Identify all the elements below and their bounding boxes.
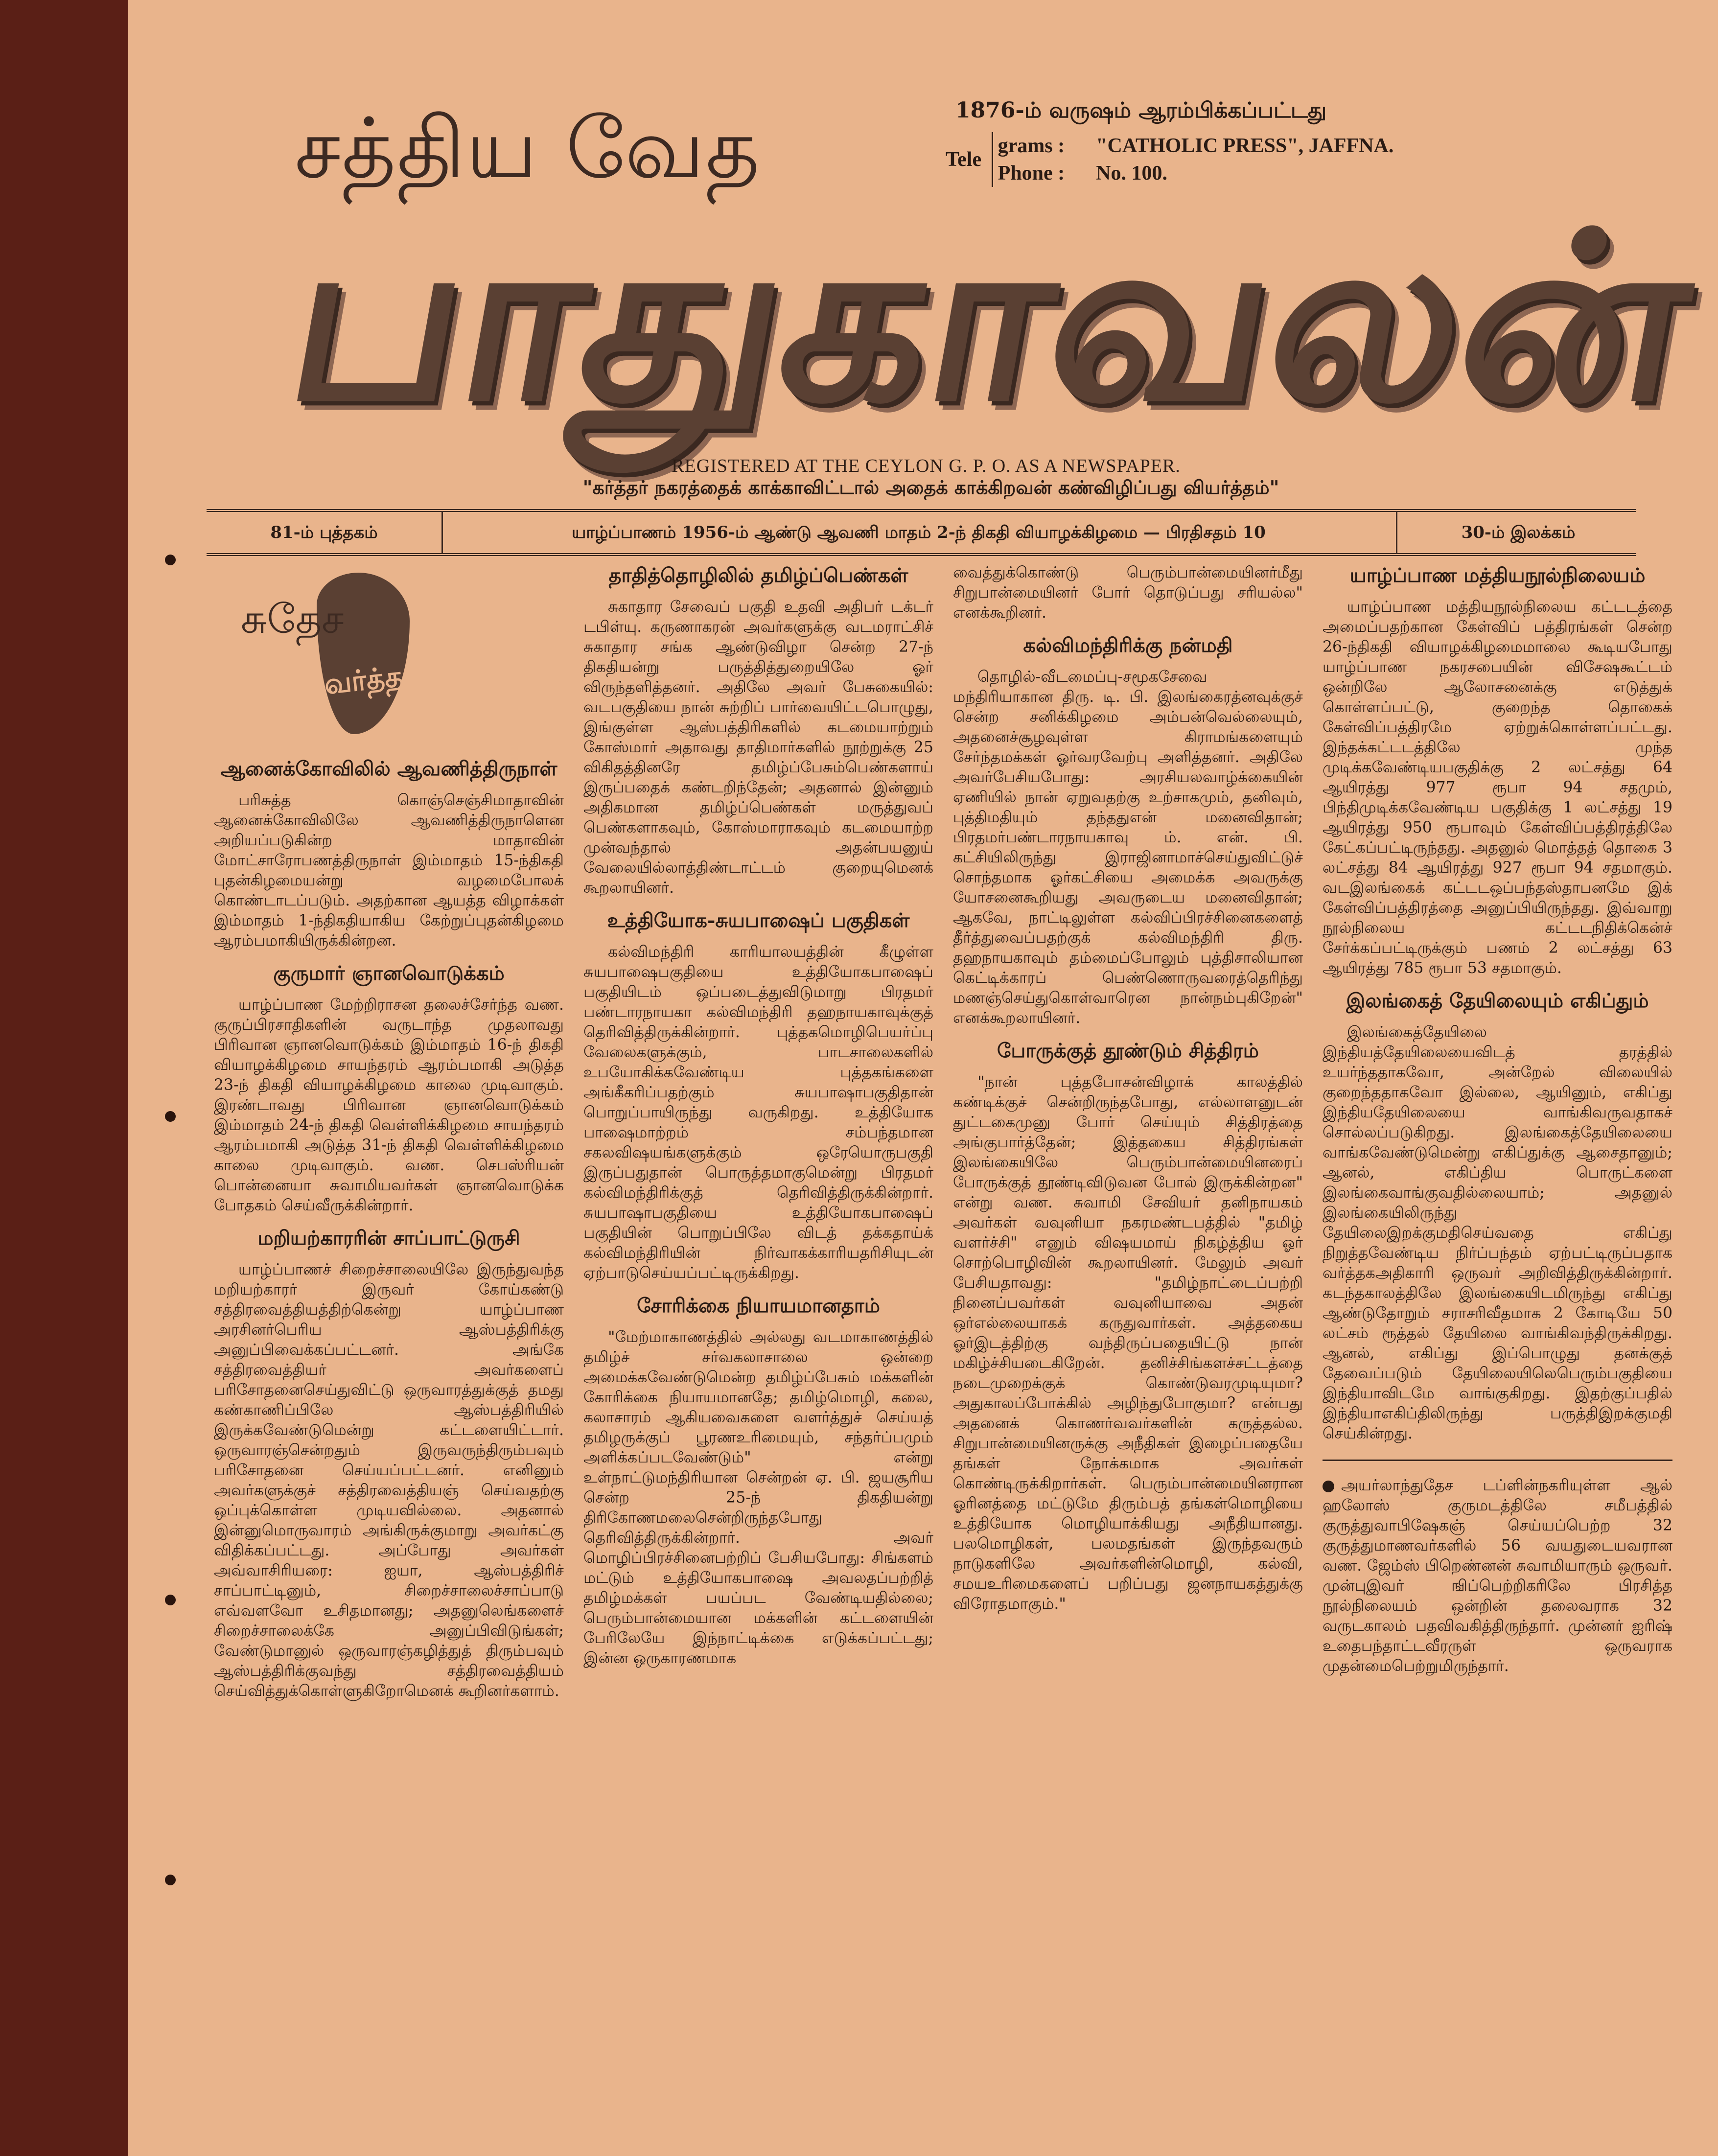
grams-label: grams : [998,135,1065,157]
article-body: இலங்கைத்தேயிலை இந்தியத்தேயிலையைவிடத் தரத்தில் உயர்ந்ததாகவோ, அன்றேல் விலையில் குறைந்ததாகவோ இல்லை, ஆயினும், எகிப்து இந்தியதேயிலையை வாங்கிவருவதாகச் சொல்லப்படுகிறது. இலங்கைத்தேயிலையை வாங்கவேண்டுமென்று எகிப்துக்கு ஆசைதானும்; ஆனல், எகிப்திய பொருட்களை இலங்கைவாங்குவதில்லையாம்; அதனுல் இலங்கையிலிருந்து தேயிலைஇறக்குமதிசெய்வதை எகிப்து நிறுத்தவேண்டிய நிர்ப்பந்தம் ஏற்பட்டிருப்பதாக வர்த்தகஅதிகாரி ஒருவர் அறிவித்திருக்கின்றார். கடந்தகாலத்திலே இலங்கையிடமிருந்து எகிப்து ஆண்டுதோறும் சராசரிவீதமாக 2 கோடியே 50 லட்சம் ரூத்தல் தேயிலை வாங்கிவந்திருக்கிறது. ஆனல், எகிப்து இப்பொழுது தனக்குத் தேவைப்படும் தேயிலையிலெபெரும்பகுதியை இந்தியாவிடமே வாங்குகிறது. இதற்குப்பதில் இந்தியாஎகிப்திலிருந்து பருத்திஇறக்குமதி செய்கின்றது. [1323,1023,1672,1442]
article-heading: மறியற்காரரின் சாப்பாட்டுருசி [257,1227,520,1250]
article-body: யாழ்ப்பாண மேற்றிராசன தலைச்சேர்ந்த வண. குருப்பிரசாதிகளின் வருடாந்த முதலாவது பிரிவான ஞானவொடுக்கம் இம்மாதம் 16-ந் திகதி வியாழக்கிழமை சாயந்தரம் ஆரம்பமாகி அடுத்த 23-ந் திகதி வியாழக்கிழமை காலை முடிவாகும். இரண்டாவது பிரிவான ஞானவொடுக்கம் இம்மாதம் 24-ந் திகதி வெள்ளிக்கிழமை சாயந்தரம் ஆரம்பமாகி அடுத்த 31-ந் திகதி வெள்ளிக்கிழமை காலை முடிவாகும். வண. செபஸ்ரியன் பொன்னையா சுவாமியவர்கள் ஞானவொடுக்க போதகம் செய்வீருக்கின்றார். [214,996,564,1214]
article-body: பரிசுத்த கொஞ்செஞ்சிமாதாவின் ஆனைக்கோவிலிலே ஆவணித்திருநாளென அறியப்படுகின்ற மாதாவின் மோட்சாரோபணத்திருநாள் இம்மாதம் 15-ந்திகதி புதன்கிழமையன்று வழமைபோலக் கொண்டாடப்படும். அதற்கான ஆயத்த விழாக்கள் இம்மாதம் 1-ந்திகதியாகிய கேற்றுப்புதன்கிழமை ஆரம்பமாகியிருக்கின்றன. [214,791,564,950]
registration-note: REGISTERED AT THE CEYLON G. P. O. AS A NEWSPAPER. [672,456,1181,476]
article-body: யாழ்ப்பாண மத்தியநூல்நிலைய கட்டடத்தை அமைப்பதற்கான கேள்விப் பத்திரங்கள் சென்ற 26-ந்திகதி வியாழக்கிழமைமாலை கூடியபோது யாழ்ப்பாண நகரசபையின் விசேஷகூட்டம் ஒன்றிலே ஆலோசனைக்கு எடுத்துக் கொள்ளப்பட்டு, குறைந்த தொகைக் கேள்விப்பத்திரமே ஏற்றுக்கொள்ளப்பட்டது. இந்தக்கட்டடத்திலே முந்த முடிக்கவேண்டியபகுதிக்கு 2 லட்சத்து 64 ஆயிரத்து 977 ரூபா 94 சதமும், பிந்திமுடிக்கவேண்டிய பகுதிக்கு 1 லட்சத்து 19 ஆயிரத்து 950 ரூபாவும் கேள்விப்பத்திரத்திலே கேட்கப்பட்டிருந்தது. அதனுல் மொத்தத் தொகை 3 லட்சத்து 84 ஆயிரத்து 927 ரூபா 94 சதமாகும். வடஇலங்கைக் கட்டடஒப்பந்தஸ்தாபனமே இக் கேள்விப்பத்திரத்தை அனுப்பியிருந்தது. இவ்வாறு நூல்நிலைய கட்டடநிதிக்கென்ச் சேர்க்கப்பட்டிருக்கும் பணம் 2 லட்சத்து 63 ஆயிரத்து 785 ரூபா 53 சதமாகும். [1323,598,1672,977]
article-body: "நான் புத்தபோசன்விழாக் காலத்தில் கண்டிக்குச் சென்றிருந்தபோது, எல்லாளனுடன் துட்டகைமுனு போர் செய்யும் சித்திரத்தை அங்குபார்த்தேன்; இத்தகைய சித்திரங்கள் இலங்கையிலே பெரும்பான்மையினரைப் போருக்குத் தூண்டிவிடுவன போல் இருக்கின்றன" என்று வண. சுவாமி சேவியர் தனிநாயகம் அவர்கள் வவுனியா நகரமண்டபத்தில் "தமிழ் வளர்ச்சி" எனும் விஷயமாய் நிகழ்த்திய ஓர் சொற்பொழிவின் கூறலாயினர். மேலும் அவர் பேசியதாவது: "தமிழ்நாட்டைப்பற்றி நினைப்பவர்கள் வவுனியாவை அதன் ஒர்எல்லையாகக் கருதுவார்கள். அத்தகைய ஓர்இடத்திற்கு வந்திருப்பதையிட்டு நான் மகிழ்ச்சியடைகிறேன். தனிச்சிங்களச்சட்டத்தை நடைமுறைக்குக் கொண்டுவரமுடியுமா? அதுகாலப்போக்கில் அழிந்துபோகுமா? என்பது அதனைக் கொணர்வவர்களின் கருத்தல்ல. சிறுபான்மையினருக்கு அநீதிகள் இழைப்பதையே தங்கள் நோக்கமாக அவர்கள் கொண்டிருக்கிறார்கள். பெரும்பான்மையினரான ஓரினத்தை மட்டுமே திரும்பத் தங்கள்மொழியை உத்தியோக மொழியாக்கியது அநீதியானது. பலமொழிகள், பலமதங்கள் இருந்தவரும் நாடுகளிலே அவர்களின்மொழி, கல்வி, சமயஉரிமைகளைப் பறிப்பது ஜனநாயகத்துக்கு விரோதமாகும்." [953,1073,1303,1613]
column-4 [1323,563,1672,2129]
section-divider [1323,1460,1672,1461]
punch-hole [165,1595,176,1605]
column-1 [214,563,564,2129]
article-body: தொழில்-வீடமைப்பு-சமூகசேவை மந்திரியாகான திரு. டி. பி. இலங்கைரத்னவுக்குச் சென்ற சனிக்கிழமை அம்பன்வெல்லையும், அதனைச்சூழவுள்ள கிராமங்களையும் சேர்ந்தமக்கள் ஓர்வரவேற்பு அளித்தனர். அதிலே அவர்பேசியபோது: அரசியலவாழ்க்கையின் ஏணியில் நான் ஏறுவதற்கு உற்சாகமும், தனிவும், புத்திமதியும் தந்ததுஎன் மனைவிதான்; பிரதமர்பண்டாரநாயகாவு ம். என். பி. கட்சியிலிருந்து இராஜினாமாச்செய்துவிட்டுச் சொந்தமாக ஓர்கட்சியை அமைக்க அவருக்கு யோசனைகூறியது அவருடைய மனைவிதான்; ஆகவே, நாட்டிலுள்ள கல்விப்பிரச்சினைகளைத் தீர்த்துவைப்பதற்குக் கல்விமந்திரி திரு. தஹநாயகாவும் தம்மைப்போலும் புத்திசாலியான கெட்டிக்காரப் பெண்ணொருவரைத்தெரிந்து மணஞ்செய்துகொள்வாரென நான்நம்புகிறேன்" எனக்கூறலாயினர். [953,668,1303,1027]
logo-text-1: சுதேச [241,596,344,643]
tele-label: Tele [946,148,982,171]
news-item-text: அயர்லாந்துதேச டப்ளின்நகரியுள்ள ஆல் ஹலோஸ் குருமடத்திலே சமீபத்தில் குருத்துவாபிஷேகஞ் செய்யப்பெற்ற 32 குருத்துமாணவர்களில் 56 வயதுடையவரான வண. ஜேம்ஸ் பிறெண்னன் சுவாமியாரும் ஒருவர். முன்புஇவர் ஙிப்பெற்றிகரிலே பிரசித்த நூல்நிலையம் ஒன்றின் தலைவராக 32 வருடகாலம் பதவிவகித்திருந்தார். முன்னர் ஐரிஷ் உதைபந்தாட்டவீரருள் ஒருவராக முதன்மைபெற்றுமிருந்தார். [1323,1477,1672,1675]
article-heading: குருமார் ஞானவொடுக்கம் [273,962,505,985]
publication-date: யாழ்ப்பாணம் 1956-ம் ஆண்டு ஆவணி மாதம் 2-ந் திகதி வியாழக்கிழமை — பிரதிசதம் 10 [572,523,1266,542]
article-heading: ஆனைக்கோவிலில் ஆவணித்திருநாள் [220,757,557,780]
article-heading: யாழ்ப்பாண மத்தியநூல்நிலையம் [1349,564,1646,587]
article-body: "மேற்மாகாணத்தில் அல்லது வடமாகாணத்தில் தமிழ்ச் சர்வகலாசாலை ஒன்றை அமைக்கவேண்டுமென்ற தமிழ்ப்பேசும் மக்களின் கோரிக்கை நியாயமானதே; தமிழ்மொழி, கலை, கலாசாரம் ஆகியவைகளை வளர்த்துச் செய்யத் தமிழருக்குப் பூரணஉரிமையும், சந்தர்ப்பமும் அளிக்கப்படவேண்டும்" என்று உள்நாட்டுமந்திரியான சென்றன் ஏ. பி. ஜயசூரிய சென்ற 25-ந் திகதியன்று திரிகோணமலைசென்றிருந்தபோது தெரிவித்திருக்கின்றார். அவர் மொழிப்பிரச்சினைபற்றிப் பேசியபோது: சிங்களம் மட்டும் உத்தியோகபாஷை அவலதப்பற்றித் தமிழ்மக்கள் பயப்பட வேண்டியதில்லை; பெரும்பான்மையான மக்களின் கட்டளையின் பேரிலேயே இந்நாட்டிக்கை எடுக்கப்பட்டது; இன்ன ஒருகாரணமாக [583,1328,933,1667]
masthead-title-top: சத்திய வேத [295,100,761,197]
dateline-bar [207,509,1636,556]
newspaper-page [128,0,1718,2156]
punch-hole [165,555,176,565]
divider [1396,512,1397,553]
local-news-logo [214,563,564,746]
phone-label: Phone : [998,162,1065,185]
volume-number: 81-ம் புத்தகம் [270,523,378,542]
phone-value: No. 100. [1096,162,1167,185]
masthead-title-main: பாதுகாவலன் [271,184,1711,452]
article-heading: உத்தியோக-சுயபாஷைப் பகுதிகள் [607,909,910,932]
established-note: 1876-ம் வருஷம் ஆரம்பிக்கப்பட்டது [955,98,1327,123]
article-heading: இலங்கைத் தேயிலையும் எகிப்தும் [1346,989,1649,1012]
article-heading: தாதித்தொழிலில் தமிழ்ப்பெண்கள் [608,564,908,587]
punch-hole [165,1111,176,1122]
bullet-icon [1323,1481,1334,1492]
logo-text-2: வர்த்தமானம் [323,650,492,701]
article-body-continued: வைத்துக்கொண்டு பெரும்பான்மையினர்மீது சிறுபான்மையினர் போர் தொடுப்பது சரியல்ல" எனக்கூறினர். [953,564,1303,622]
article-body [1323,1476,1672,1676]
divider [441,512,443,553]
telegram-phone-block [946,132,1393,187]
motto: "கர்த்தர் நகரத்தைக் காக்காவிட்டால் அதைக் காக்கிறவன் கண்விழிப்பது வியர்த்தம்" [582,476,1279,498]
article-body: சுகாதார சேவைப் பகுதி உதவி அதிபர் டக்டர் டபிள்யு. கருணாகரன் அவர்களுக்கு வடமராட்சிச் சுகாதார சங்க ஆண்டுவிழா சென்ற 27-ந் திகதியன்று பருத்தித்துறையிலே ஓர் விருந்தளித்தனர். அதிலே அவர் பேசுகையில்: வடபகுதியை நான் சுற்றிப் பார்வையிட்டபொழுது, இங்குள்ள ஆஸ்பத்திரிகளில் கடமையாற்றும் கோஸ்மார் அதாவது தாதிமார்களில் நூற்றுக்கு 25 விகிதத்தினரே தமிழ்ப்பேசும்பெண்களாய் இருப்பதைக் கண்டறிந்தேன்; அதனால் இன்னும் அதிகமான தமிழ்ப்பெண்கள் மருத்துவப் பெண்களாகவும், கோஸ்மாராகவும் கடமையாற்ற முன்வந்தால் அதன்பயனுய் வேலையில்லாத்திண்டாட்டம் குறையுமெனக் கூறலாயினர். [583,598,933,897]
column-2 [583,563,933,2129]
article-heading: சோரிக்கை நியாயமானதாம் [637,1294,880,1317]
grams-value: "CATHOLIC PRESS", JAFFNA. [1096,135,1394,157]
article-body: கல்விமந்திரி காரியாலயத்தின் கீழுள்ள சுயபாஷைபகுதியை உத்தியோகபாஷைப் பகுதியிடம் ஒப்படைத்துவிடுமாறு பிரதமர் பண்டாரநாயகா கல்விமந்திரி தஹநாயகாவுக்குத் தெரிவித்திருக்கின்றார். புத்தகமொழிபெயர்ப்பு வேலைகளுக்கும், பாடசாலைகளில் உபயோகிக்கவேண்டிய புத்தகங்களை அங்கீகரிப்பதற்கும் சுயபாஷாபகுதிதான் பொறுப்பாயிருந்து வருகிறது. உத்தியோக பாஷைமாற்றம் சம்பந்தமான சகலவிஷயங்களுக்கும் ஒரேயொருபகுதி இருப்பதுதான் பொருத்தமாகுமென்று பிரதமர் கல்விமந்திரிக்குத் தெரிவித்திருக்கின்றார். சுயபாஷாபகுதியை உத்தியோகபாஷைப் பகுதியின் பொறுப்பிலே விடத் தக்கதாய்க் கல்விமந்திரியின் நிர்வாகக்காரியதரிசியுடன் ஏற்பாடுசெய்யப்பட்டிருக்கிறது. [583,943,933,1282]
issue-number: 30-ம் இலக்கம் [1461,523,1576,542]
masthead [128,0,1718,509]
punch-hole [165,1875,176,1885]
article-heading: கல்விமந்திரிக்கு நன்மதி [1023,634,1233,657]
article-body: யாழ்ப்பாணச் சிறைச்சாலையிலே இருந்துவந்த மறியற்காரர் இருவர் கோய்கண்டு சத்திரவைத்தியத்திற்கென்று யாழ்ப்பாண அரசினர்பெரிய ஆஸ்பத்திரிக்கு அனுப்பிவைக்கப்பட்டனர். அங்கே சத்திரவைத்தியர் அவர்களைப் பரிசோதனைசெய்துவிட்டு ஒருவாரத்துக்குத் தமது கண்காணிப்பிலே ஆஸ்பத்திரியில் இருக்கவேண்டுமென்று கட்டளையிட்டார். ஒருவாரஞ்சென்றதும் இருவருந்திரும்பவும் பரிசோதனை செய்யப்பட்டனர். எனினும் அவர்களுக்குச் சத்திரவைத்தியஞ் செய்வதற்கு ஒப்புக்கொள்ள முடியவில்லை. அதனால் இன்னுமொருவாரம் அங்கிருக்குமாறு அவர்கட்கு விதிக்கப்பட்டது. அப்போது அவர்கள் அவ்வாசிரியரை: ஐயா, ஆஸ்பத்திரிச் சாப்பாட்டினும், சிறைச்சாலைச்சாப்பாடு எவ்வளவோ உசிதமானது; அதனுலெங்களைச் சிறைச்சாலைக்கே அனுப்பிவிடுங்கள்; வேண்டுமானுல் ஒருவாரஞ்கழித்துத் திரும்பவும் ஆஸ்பத்திரிக்குவந்து சத்திரவைத்தியம் செய்வித்துக்கொள்ளுகிறோமெனக் கூறினர்களாம். [214,1261,564,1700]
tele-details [992,132,1394,187]
article-heading: போருக்குத் தூண்டும் சித்திரம் [997,1039,1259,1062]
column-3 [953,563,1303,2129]
